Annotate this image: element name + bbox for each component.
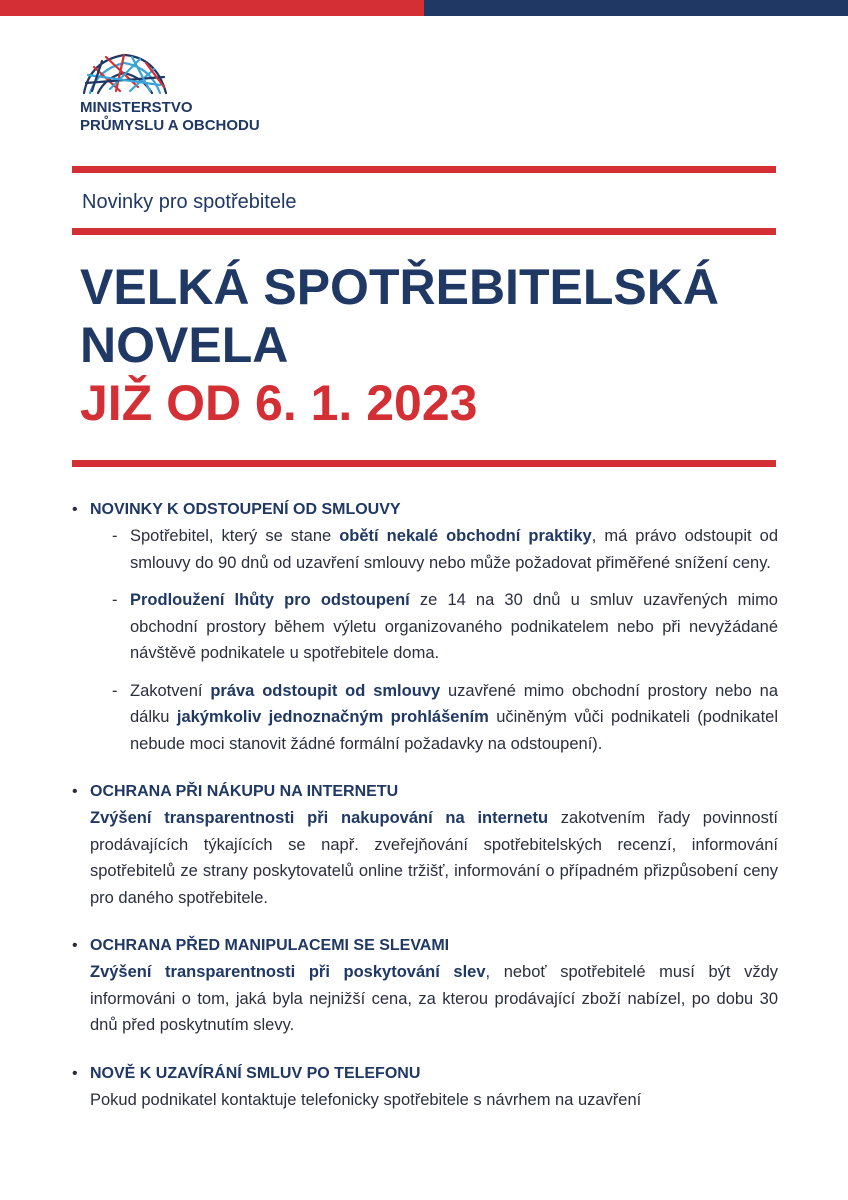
text-run: , má právo odstoupit od smlouvy do 90 dnů od uzavření smlouvy nebo může požadovat přiměřené snížení ceny. (130, 527, 778, 572)
divider-rule (72, 460, 776, 467)
section-title: NOVINKY K ODSTOUPENÍ OD SMLOUVY (90, 501, 401, 518)
section-body (90, 959, 778, 1039)
bullet-icon: • (72, 501, 78, 518)
dash-marker: - (112, 527, 118, 545)
top-bar-red (0, 0, 424, 16)
text-run: Spotřebitel, který se stane (130, 527, 340, 545)
top-bar-navy (424, 0, 848, 16)
text-run-bold: jakýmkoliv jednoznačným prohlášením (176, 708, 489, 726)
top-color-bar (0, 0, 848, 16)
text-run-bold: Zvýšení transparentnosti při nakupování na internetu (90, 809, 549, 827)
text-run-bold: práva odstoupit od smlouvy (210, 681, 441, 700)
bullet-icon: • (72, 1064, 78, 1082)
section-title: OCHRANA PŘI NÁKUPU NA INTERNETU (90, 783, 399, 800)
list-item (90, 678, 778, 758)
text-run-bold: obětí nekalé obchodní praktiky (339, 527, 592, 545)
text-run: Zakotvení (130, 681, 211, 700)
section-phone (72, 1061, 778, 1114)
list-item-text (130, 678, 778, 758)
divider-rule (72, 166, 776, 173)
section-body (90, 1087, 778, 1114)
section-title: OCHRANA PŘED MANIPULACEMI SE SLEVAMI (90, 937, 450, 954)
divider-rule (72, 228, 776, 235)
list-item (90, 523, 778, 576)
title-line-3-date: JIŽ OD 6. 1. 2023 (80, 375, 478, 431)
section-internet (72, 779, 778, 911)
text-run-bold: Zvýšení transparentnosti při poskytování slev (90, 963, 486, 981)
list-item-text (130, 523, 778, 576)
ministry-globe-logo-icon (80, 47, 170, 97)
dash-marker: - (112, 681, 118, 700)
logo-line-1: MINISTERSTVO (80, 99, 193, 116)
text-run-bold: Prodloužení lhůty pro odstoupení (130, 591, 410, 609)
text-run: zakotvením řady povinností prodávajících týkajících se např. zveřejňování spotřebitelských recenzí, informování spotřebitelů ze strany poskytovatelů online tržišť, informování o případném přizpůsobení ceny pro daného spotřebitele. (90, 809, 779, 907)
text-run: uzavřené mimo obchodní prostory nebo na dálku (130, 681, 778, 726)
section-discounts (72, 933, 778, 1039)
list-item-text (130, 587, 778, 667)
ministry-logo (80, 47, 280, 142)
section-withdrawal (72, 497, 778, 757)
page-title (80, 258, 719, 432)
text-run: , neboť spotřebitelé musí být vždy informováni o tom, jaká byla nejnižší cena, za kterou prodávající zboží nabízel, po dobu 30 dnů před poskytnutím slevy. (90, 963, 778, 1034)
text-run: učiněným vůči podnikateli (podnikatel nebude moci stanovit žádné formální požadavky na odstoupení). (130, 708, 778, 753)
main-content (72, 497, 778, 1113)
text-run: ze 14 na 30 dnů u smluv uzavřených mimo obchodní prostory během výletu organizovaného podnikatelem nebo při nevyžádané návštěvě podnikatele u spotřebitele doma. (130, 591, 778, 662)
bullet-icon: • (72, 783, 78, 800)
logo-wordmark (80, 99, 260, 135)
title-line-2: NOVELA (80, 317, 289, 373)
title-line-1: VELKÁ SPOTŘEBITELSKÁ (80, 259, 719, 315)
list-item (90, 587, 778, 667)
text-run: Pokud podnikatel kontaktuje telefonicky spotřebitele s návrhem na uzavření (90, 1090, 642, 1109)
section-body (90, 805, 778, 911)
kicker-text: Novinky pro spotřebitele (82, 191, 297, 213)
section-title: NOVĚ K UZAVÍRÁNÍ SMLUV PO TELEFONU (90, 1064, 421, 1082)
bullet-icon: • (72, 937, 78, 954)
logo-line-2: PRŮMYSLU A OBCHODU (80, 117, 260, 134)
dash-marker: - (112, 591, 118, 609)
